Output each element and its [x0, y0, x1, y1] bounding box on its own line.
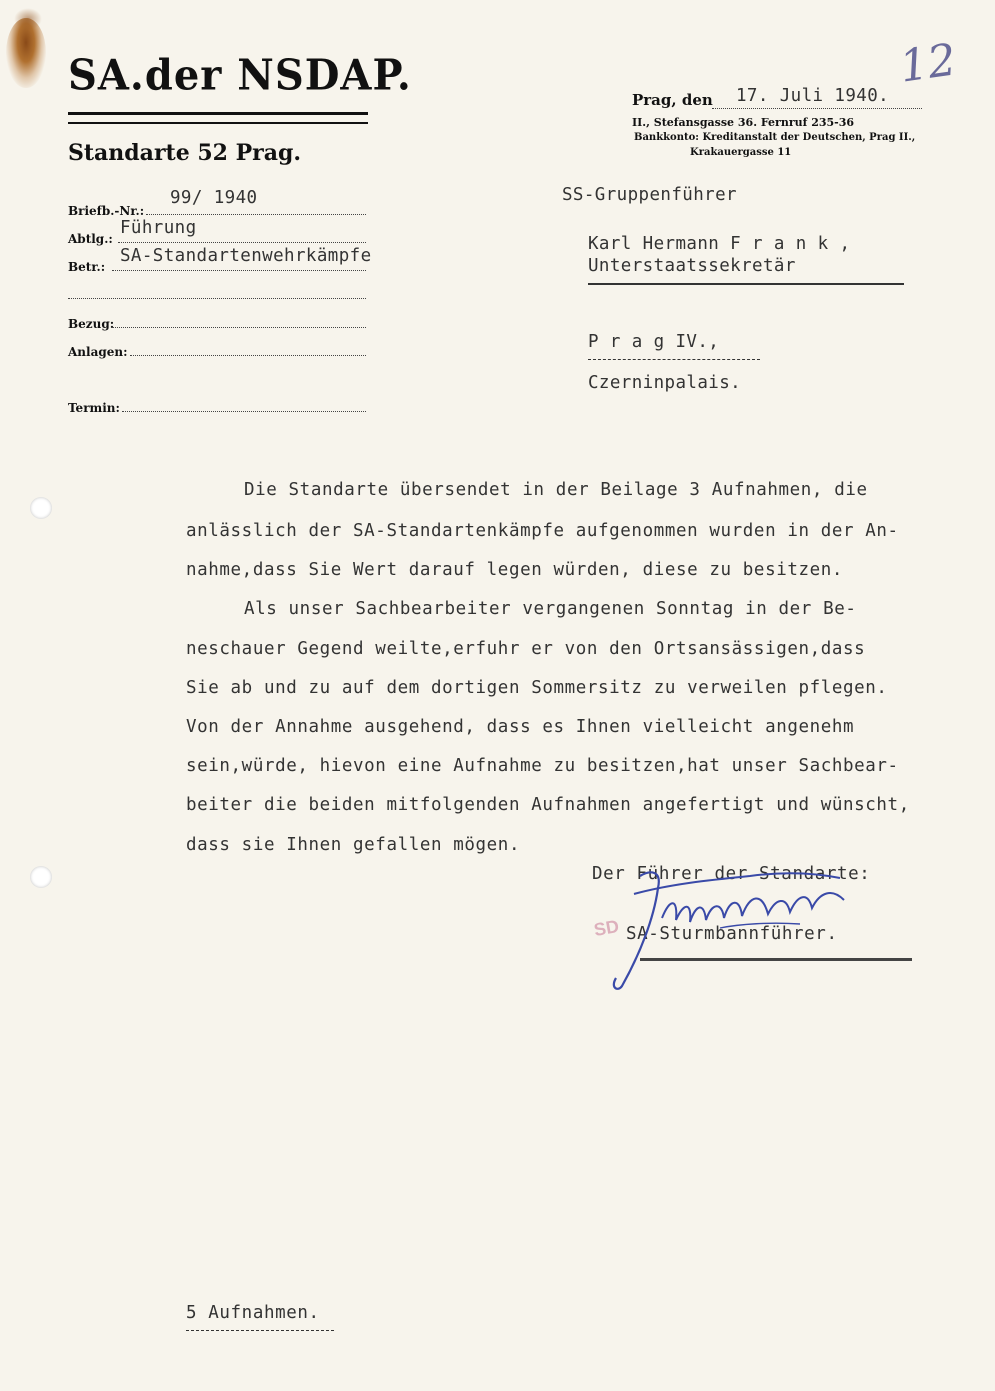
punch-hole-top	[30, 497, 52, 519]
page-number: 12	[896, 34, 960, 93]
organization-logo: SA.der NSDAP.	[68, 50, 412, 101]
betr-dotline	[112, 270, 366, 271]
recipient-building: Czerninpalais.	[588, 373, 742, 393]
date-dotline	[712, 108, 922, 109]
recipient-rank: SS-Gruppenführer	[562, 185, 737, 205]
closing-rank: SA-Sturmbannführer.	[626, 924, 838, 944]
bezug-label: Bezug:	[68, 317, 115, 331]
termin-label: Termin:	[68, 401, 120, 415]
anlagen-dotline	[130, 355, 366, 356]
bezug-dotline	[112, 327, 366, 328]
betr-value: SA-Standartenwehrkämpfe	[120, 246, 372, 266]
sender-address: II., Stefansgasse 36. Fernruf 235-36	[632, 116, 855, 129]
unit-heading: Standarte 52 Prag.	[68, 140, 302, 166]
body-line: sein,würde, hievon eine Aufnahme zu besitzen,hat unser Sachbear-	[186, 756, 899, 776]
place-prefix: Prag, den	[632, 91, 713, 109]
body-line: anlässlich der SA-Standartenkämpfe aufgenommen wurden in der An-	[186, 521, 899, 541]
anlagen-label: Anlagen:	[68, 345, 128, 359]
termin-dotline	[122, 411, 366, 412]
abtlg-label: Abtlg.:	[68, 232, 113, 246]
recipient-title: Unterstaatssekretär	[588, 256, 796, 276]
abtlg-dotline	[118, 242, 366, 243]
city-underline	[588, 359, 760, 360]
handwritten-signature	[600, 858, 860, 998]
body-line: neschauer Gegend weilte,erfuhr er von den Ortsansässigen,dass	[186, 639, 866, 659]
body-line: Die Standarte übersendet in der Beilage 3 Aufnahmen, die	[244, 480, 868, 500]
body-line: Sie ab und zu auf dem dortigen Sommersitz zu verweilen pflegen.	[186, 678, 888, 698]
letterhead-rule-thin	[68, 122, 368, 124]
extra-dotline	[68, 298, 366, 299]
closing-title: Der Führer der Standarte:	[592, 864, 871, 884]
body-line: beiter die beiden mitfolgenden Aufnahmen angefertigt und wünscht,	[186, 795, 910, 815]
recipient-underline	[588, 283, 904, 285]
body-line: dass sie Ihnen gefallen mögen.	[186, 835, 521, 855]
punch-hole-bottom	[30, 866, 52, 888]
recipient-name: Karl Hermann F r a n k ,	[588, 234, 851, 254]
enclosure-underline	[186, 1330, 334, 1331]
rust-stain-small	[14, 8, 42, 30]
betr-label: Betr.:	[68, 260, 106, 274]
body-line: Als unser Sachbearbeiter vergangenen Sonntag in der Be-	[244, 599, 857, 619]
body-line: Von der Annahme ausgehend, dass es Ihnen vielleicht angenehm	[186, 717, 855, 737]
briefb-label: Briefb.-Nr.:	[68, 204, 145, 218]
recipient-city: P r a g IV.,	[588, 332, 720, 352]
bank-line-2: Krakauergasse 11	[690, 147, 792, 158]
body-line: nahme,dass Sie Wert darauf legen würden, diese zu besitzen.	[186, 560, 844, 580]
briefb-value: 99/ 1940	[170, 188, 258, 208]
faded-stamp: SD	[592, 915, 621, 941]
bank-line-1: Bankkonto: Kreditanstalt der Deutschen, Prag II.,	[634, 132, 916, 143]
briefb-dotline	[146, 214, 366, 215]
letter-date: 17. Juli 1940.	[736, 86, 890, 106]
enclosure-note: 5 Aufnahmen.	[186, 1303, 320, 1323]
abtlg-value: Führung	[120, 218, 197, 238]
letterhead-rule-thick	[68, 112, 368, 115]
